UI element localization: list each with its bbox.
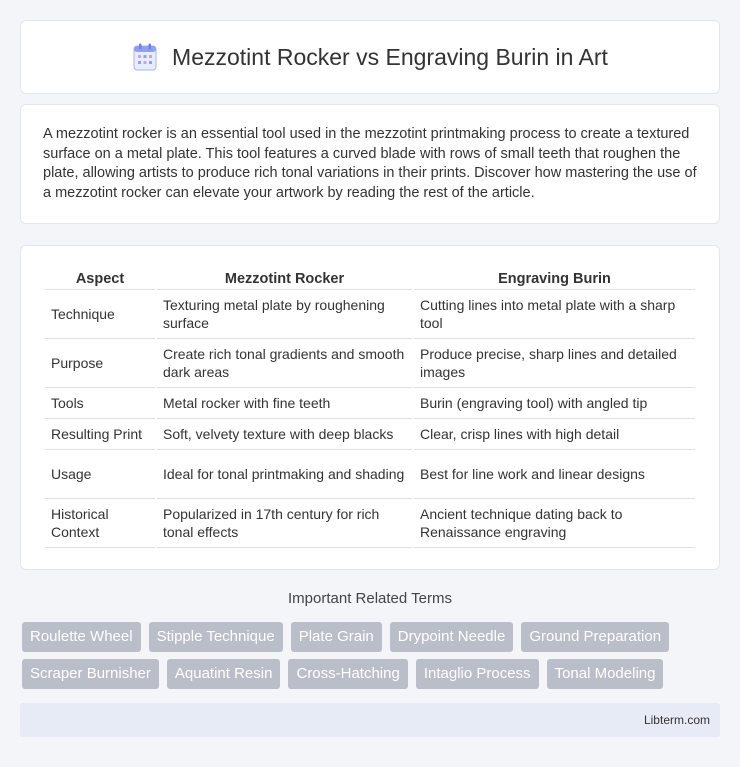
row-aspect: Technique	[45, 290, 155, 339]
page-title: Mezzotint Rocker vs Engraving Burin in Art	[172, 43, 608, 70]
table-row	[45, 419, 695, 450]
row-burin-cell: Produce precise, sharp lines and detailed images	[414, 339, 695, 388]
row-rocker-cell: Soft, velvety texture with deep blacks	[157, 419, 412, 450]
row-aspect: Usage	[45, 450, 155, 499]
row-burin-cell: Cutting lines into metal plate with a sharp tool	[414, 290, 695, 339]
row-rocker-cell: Metal rocker with fine teeth	[157, 388, 412, 419]
tag-plate-grain[interactable]: Plate Grain	[291, 622, 382, 652]
tag-tonal-modeling[interactable]: Tonal Modeling	[547, 659, 664, 689]
tag-intaglio-process[interactable]: Intaglio Process	[416, 659, 539, 689]
header-mezzotint-rocker: Mezzotint Rocker	[157, 266, 412, 290]
tag-stipple-technique[interactable]: Stipple Technique	[149, 622, 283, 652]
row-burin-cell: Ancient technique dating back to Renaissance engraving	[414, 499, 695, 548]
row-rocker-cell: Ideal for tonal printmaking and shading	[157, 450, 412, 499]
tag-drypoint-needle[interactable]: Drypoint Needle	[390, 622, 514, 652]
table-header-row	[45, 266, 695, 290]
intro-paragraph: A mezzotint rocker is an essential tool used in the mezzotint printmaking process to create a textured surface on a metal plate. This tool features a curved blade with rows of small teeth that roughen the plate, allowing artists to produce rich tonal variations in their prints. Discover how mastering the use of a mezzotint rocker can elevate your artwork by reading the rest of the article.	[43, 126, 697, 201]
header-engraving-burin: Engraving Burin	[414, 266, 695, 290]
tag-aquatint-resin[interactable]: Aquatint Resin	[167, 659, 281, 689]
tag-cross-hatching[interactable]: Cross-Hatching	[288, 659, 407, 689]
row-burin-cell: Burin (engraving tool) with angled tip	[414, 388, 695, 419]
table-row	[45, 388, 695, 419]
row-aspect: Purpose	[45, 339, 155, 388]
table-row	[45, 290, 695, 339]
row-aspect: Resulting Print	[45, 419, 155, 450]
related-terms-heading: Important Related Terms	[288, 590, 452, 607]
row-aspect: Historical Context	[45, 499, 155, 548]
row-burin-cell: Clear, crisp lines with high detail	[414, 419, 695, 450]
row-burin-cell: Best for line work and linear designs	[414, 450, 695, 499]
comparison-table-card	[20, 245, 720, 570]
related-terms-list	[22, 622, 722, 689]
comparison-table	[43, 266, 697, 548]
title-card	[20, 20, 720, 94]
header-aspect: Aspect	[45, 266, 155, 290]
tag-roulette-wheel[interactable]: Roulette Wheel	[22, 622, 141, 652]
document-icon	[132, 43, 158, 71]
row-aspect: Tools	[45, 388, 155, 419]
row-rocker-cell: Create rich tonal gradients and smooth dark areas	[157, 339, 412, 388]
table-row	[45, 450, 695, 499]
intro-card	[20, 104, 720, 224]
tag-ground-preparation[interactable]: Ground Preparation	[521, 622, 669, 652]
footer	[20, 703, 720, 737]
row-rocker-cell: Texturing metal plate by roughening surface	[157, 290, 412, 339]
table-row	[45, 339, 695, 388]
tag-scraper-burnisher[interactable]: Scraper Burnisher	[22, 659, 159, 689]
footer-site-link[interactable]: Libterm.com	[643, 713, 710, 727]
row-rocker-cell: Popularized in 17th century for rich tonal effects	[157, 499, 412, 548]
table-row	[45, 499, 695, 548]
